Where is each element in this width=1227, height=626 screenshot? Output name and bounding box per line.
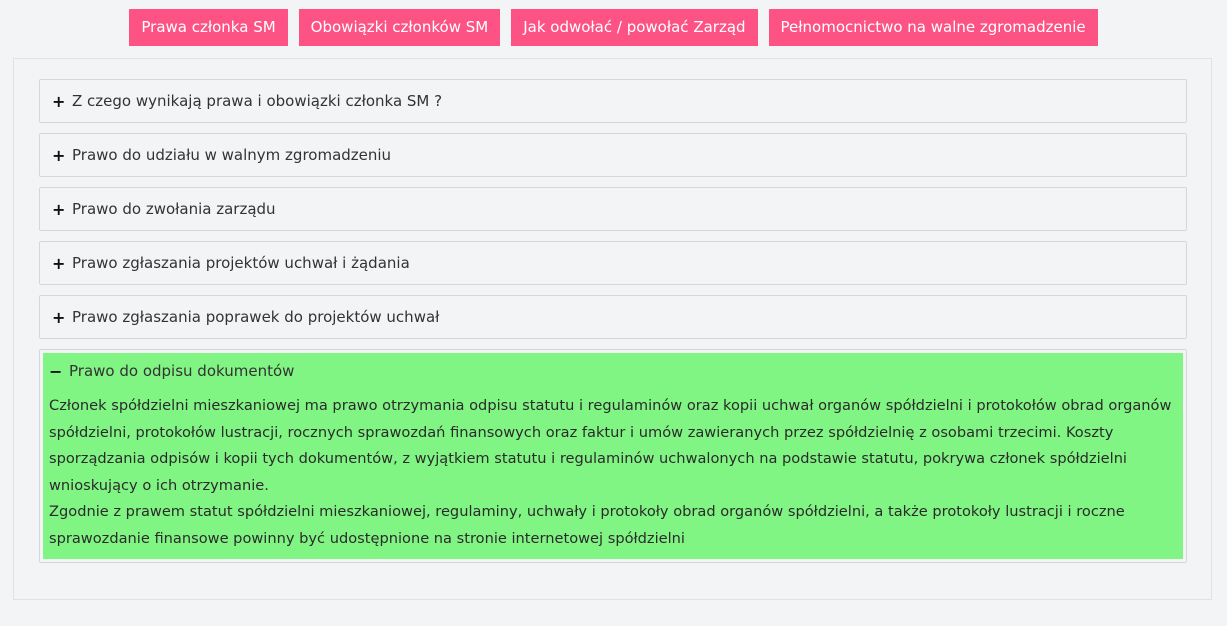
accordion-item xyxy=(39,133,1187,177)
body-paragraph: Członek spółdzielni mieszkaniowej ma prawo otrzymania odpisu statutu i regulaminów oraz kopii uchwał organów spółdzielni i protokołów obrad organów spółdzielni, protokołów lustracji, rocznych sprawozdań finansowych oraz faktur i umów zawieranych przez spółdzielnię z osobami trzecimi. Koszty sporządzania odpisów i kopii tych dokumentów, z wyjątkiem statutu i regulaminów uchwalonych na podstawie statutu, pokrywa członek spółdzielni wnioskujący o ich otrzymanie. xyxy=(49,397,1172,494)
accordion-header[interactable] xyxy=(40,242,1186,284)
accordion-label: Prawo do udziału w walnym zgromadzeniu xyxy=(72,146,392,164)
accordion-item xyxy=(39,241,1187,285)
tab-pelnomocnictwo[interactable]: Pełnomocnictwo na walne zgromadzenie xyxy=(769,9,1098,46)
accordion-header[interactable] xyxy=(40,188,1186,230)
accordion-label: Prawo do zwołania zarządu xyxy=(72,200,276,218)
accordion-item xyxy=(39,79,1187,123)
body-paragraph: Zgodnie z prawem statut spółdzielni mieszkaniowej, regulaminy, uchwały i protokoły obrad organów spółdzielni, a także protokoły lustracji i roczne sprawozdanie finansowe powinny być udostępnione na stronie internetowej spółdzielni xyxy=(49,503,1125,547)
accordion-item xyxy=(39,295,1187,339)
plus-icon: + xyxy=(52,145,66,165)
plus-icon: + xyxy=(52,253,66,273)
accordion-header[interactable] xyxy=(43,353,1183,389)
accordion-label: Prawo do odpisu dokumentów xyxy=(69,362,295,380)
tab-obowiazki-czlonkow[interactable]: Obowiązki członków SM xyxy=(299,9,501,46)
accordion-header[interactable] xyxy=(40,296,1186,338)
plus-icon: + xyxy=(52,199,66,219)
tab-odwolanie-zarzadu[interactable]: Jak odwołać / powołać Zarząd xyxy=(511,9,757,46)
plus-icon: + xyxy=(52,91,66,111)
accordion-body xyxy=(43,389,1183,559)
minus-icon: − xyxy=(49,361,63,381)
plus-icon: + xyxy=(52,307,66,327)
accordion-open-content xyxy=(43,353,1183,559)
accordion-header[interactable] xyxy=(40,80,1186,122)
accordion-label: Prawo zgłaszania projektów uchwał i żądania xyxy=(72,254,410,272)
accordion-label: Prawo zgłaszania poprawek do projektów uchwał xyxy=(72,308,440,326)
accordion-item-open xyxy=(39,349,1187,563)
tab-bar xyxy=(0,9,1227,46)
accordion-panel xyxy=(13,58,1212,600)
accordion-header[interactable] xyxy=(40,134,1186,176)
tab-prawa-czlonka[interactable]: Prawa członka SM xyxy=(129,9,287,46)
accordion-item xyxy=(39,187,1187,231)
accordion-label: Z czego wynikają prawa i obowiązki członka SM ? xyxy=(72,92,443,110)
